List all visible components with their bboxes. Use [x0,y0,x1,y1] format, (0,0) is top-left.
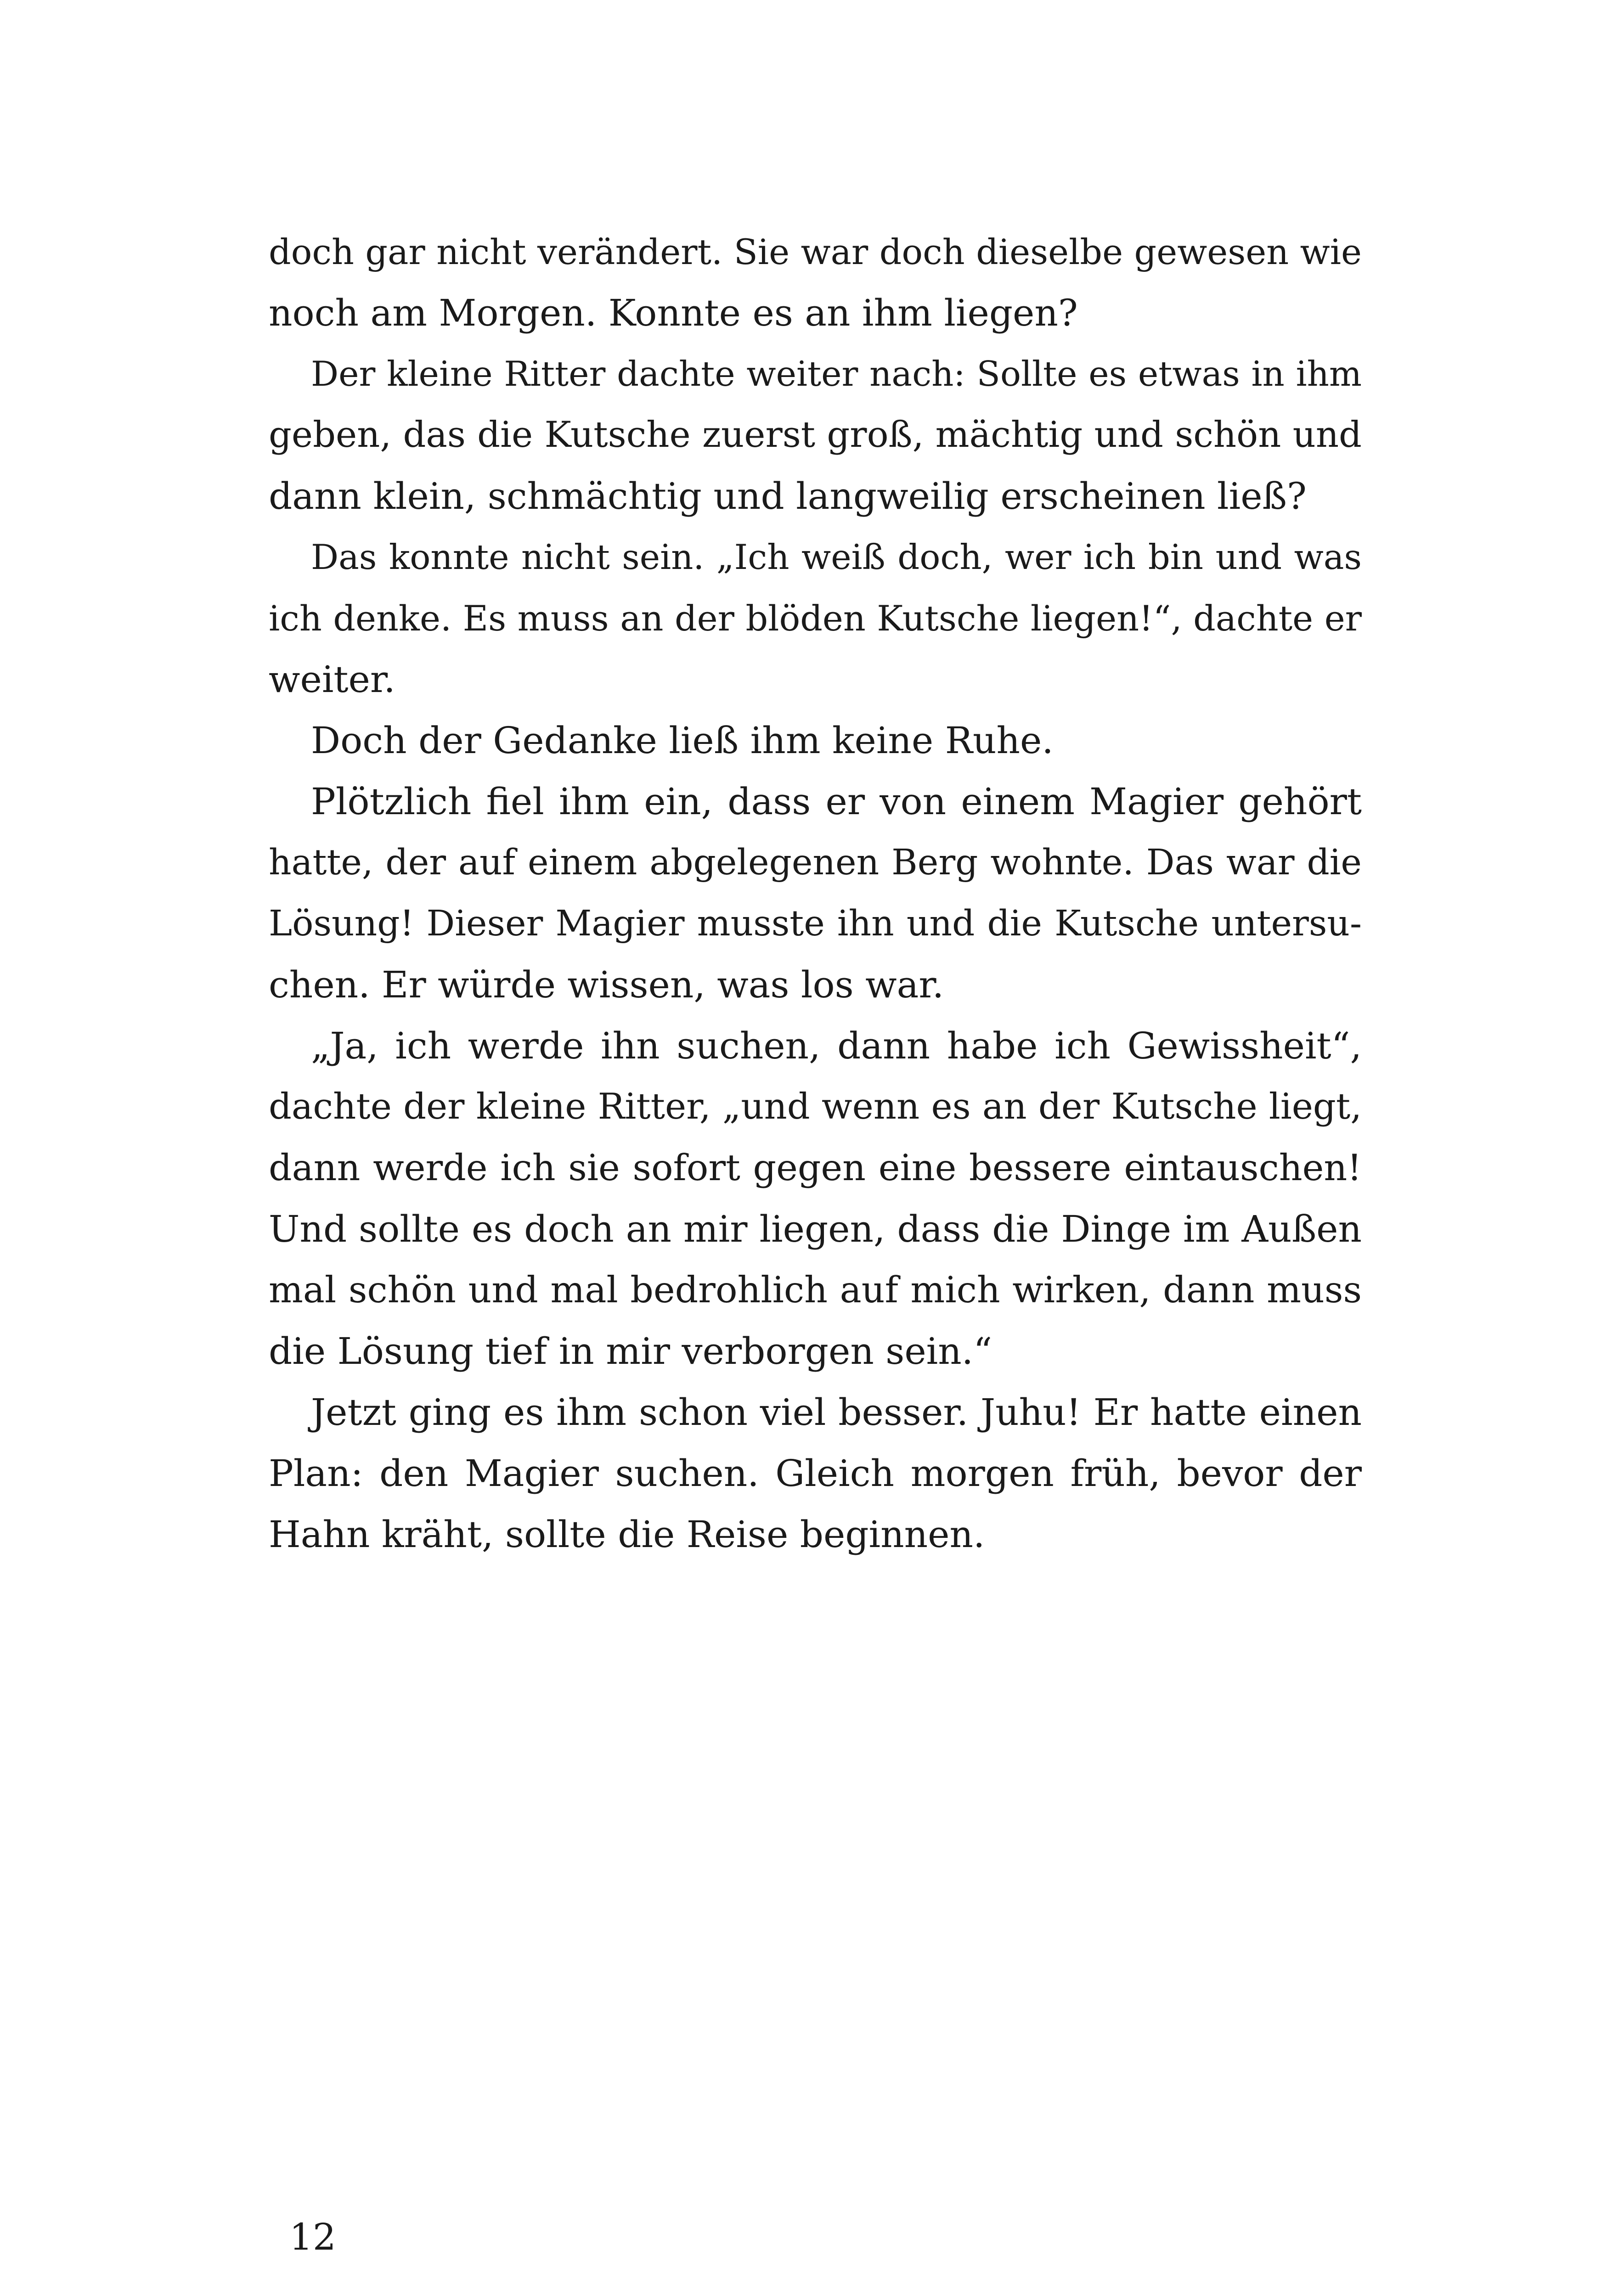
body-text [269,221,1362,1565]
text-line: dann werde ich sie sofort gegen eine bessere eintauschen! [269,1147,1362,1189]
text-line: dachte der kleine Ritter, „und wenn es an der Kutsche liegt, [269,1086,1362,1127]
text-line: dann klein, schmächtig und langweilig erscheinen ließ? [269,475,1307,518]
text-line: mal schön und mal bedrohlich auf mich wirken, dann muss [269,1269,1362,1311]
text-line: Jetzt ging es ihm schon viel besser. Juhu! Er hatte einen [311,1391,1362,1434]
text-line: Der kleine Ritter dachte weiter nach: Sollte es etwas in ihm [311,354,1362,394]
text-line: weiter. [269,658,395,701]
text-line: doch gar nicht verändert. Sie war doch dieselbe gewesen wie [269,231,1362,272]
text-line: ich denke. Es muss an der blöden Kutsche liegen!“, dachte er [269,598,1362,639]
text-line: „Ja, ich werde ihn suchen, dann habe ich Gewissheit“, [311,1024,1362,1067]
text-line: Und sollte es doch an mir liegen, dass die Dinge im Außen [269,1208,1362,1250]
text-line: Hahn kräht, sollte die Reise beginnen. [269,1513,985,1556]
text-line: Das konnte nicht sein. „Ich weiß doch, wer ich bin und was [311,537,1362,577]
text-line: die Lösung tief in mir verborgen sein.“ [269,1330,992,1373]
text-line: noch am Morgen. Konnte es an ihm liegen? [269,292,1078,334]
text-line: Plötzlich fiel ihm ein, dass er von einem Magier gehört [311,780,1362,823]
text-line: hatte, der auf einem abgelegenen Berg wohnte. Das war die [269,842,1362,883]
text-line: geben, das die Kutsche zuerst groß, mächtig und schön und [269,414,1362,456]
page-number: 12 [289,2216,336,2258]
text-line: Doch der Gedanke ließ ihm keine Ruhe. [311,719,1054,762]
text-line: Lösung! Dieser Magier musste ihn und die Kutsche untersu- [269,903,1362,944]
text-line: chen. Er würde wissen, was los war. [269,963,944,1006]
text-line: Plan: den Magier suchen. Gleich morgen früh, bevor der [269,1452,1362,1495]
